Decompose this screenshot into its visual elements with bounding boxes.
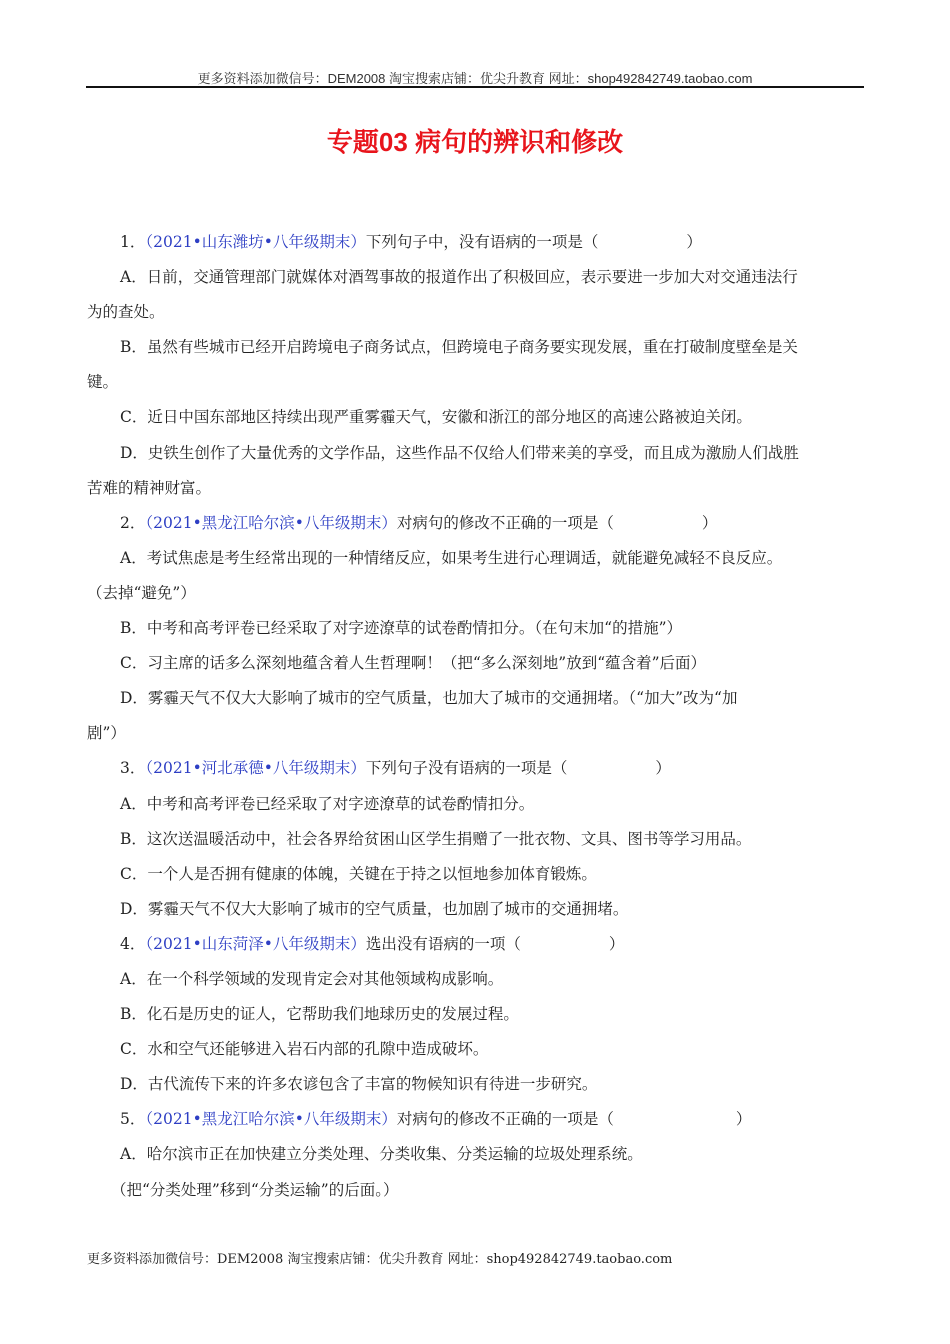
question-4 (87, 927, 857, 1102)
option-line: B．化石是历史的证人，它帮助我们地球历史的发展过程。 (120, 1005, 519, 1024)
option-line: B．这次送温暖活动中，社会各界给贫困山区学生捐赠了一批衣物、文具、图书等学习用品。 (120, 829, 752, 848)
option-line: C．习主席的话多么深刻地蕴含着人生哲理啊！（把“多么深刻地”放到“蕴含着”后面） (120, 654, 707, 673)
question-text: 下列句子没有语病的一项是（ (365, 759, 568, 778)
option-line: 苦难的精神财富。 (87, 478, 212, 497)
question-stem (87, 506, 857, 541)
option-line: A．哈尔滨市正在加快建立分类处理、分类收集、分类运输的垃圾处理系统。 (120, 1145, 643, 1164)
question-number: 5． (120, 1110, 146, 1129)
question-close-paren: ） (735, 1110, 752, 1129)
question-close-paren: ） (608, 934, 625, 953)
question-stem (87, 1102, 857, 1137)
question-close-paren: ） (655, 759, 671, 778)
page-header-text: 更多资料添加微信号：DEM2008 淘宝搜索店铺：优尖升教育 网址：shop492842749.taobao.com (197, 71, 753, 86)
option-line: B．虽然有些城市已经开启跨境电子商务试点，但跨境电子商务要实现发展，重在打破制度壁垒是关 (120, 338, 798, 357)
option-line: D．雾霾天气不仅大大影响了城市的空气质量，也加大了城市的交通拥堵。（“加大”改为“加 (120, 689, 738, 708)
option-line: A．考试焦虑是考生经常出现的一种情绪反应，如果考生进行心理调适，就能避免减轻不良反应。 (120, 548, 783, 567)
option-line: D．雾霾天气不仅大大影响了城市的空气质量，也加剧了城市的交通拥堵。 (120, 899, 629, 918)
question-source: （2021•黑龙江哈尔滨•八年级期末） (145, 1110, 397, 1129)
header-divider (86, 86, 864, 88)
question-source: （2021•黑龙江哈尔滨•八年级期末） (145, 513, 397, 532)
question-text: 对病句的修改不正确的一项是（ (396, 1110, 614, 1129)
option-line: C．一个人是否拥有健康的体魄，关键在于持之以恒地参加体育锻炼。 (120, 864, 597, 883)
option-line: A．在一个科学领域的发现肯定会对其他领域构成影响。 (120, 969, 504, 988)
option-line: C．近日中国东部地区持续出现严重雾霾天气，安徽和浙江的部分地区的高速公路被迫关闭。 (120, 408, 752, 427)
question-5 (87, 1102, 857, 1207)
option-line: A．日前，交通管理部门就媒体对酒驾事故的报道作出了积极回应，表示要进一步加大对交通违法行 (120, 268, 798, 287)
question-source: （2021•山东菏泽•八年级期末） (145, 934, 366, 953)
option-line: （去掉“避免”） (87, 583, 196, 602)
question-2 (87, 506, 857, 752)
question-text: 下列句子中，没有语病的一项是（ (365, 233, 599, 251)
question-number: 1． (120, 233, 146, 251)
question-number: 4． (120, 934, 146, 953)
question-number: 3． (120, 759, 146, 778)
question-text: 选出没有语病的一项（ (365, 934, 521, 953)
question-stem (87, 225, 857, 260)
option-line: A．中考和高考评卷已经采取了对字迹潦草的试卷酌情扣分。 (120, 794, 535, 813)
question-number: 2． (120, 513, 146, 532)
page-title: 专题03 病句的辨识和修改 (326, 127, 624, 157)
question-source: （2021•河北承德•八年级期末） (145, 759, 366, 778)
question-source: （2021•山东潍坊•八年级期末） (145, 233, 366, 251)
option-line: 剧”） (87, 724, 126, 743)
option-line: D．史铁生创作了大量优秀的文学作品，这些作品不仅给人们带来美的享受，而且成为激励人们战胜 (120, 443, 799, 462)
question-3 (87, 751, 857, 926)
question-close-paren: ） (686, 233, 702, 251)
option-line: 为的查处。 (87, 303, 165, 322)
question-close-paren: ） (701, 513, 718, 532)
question-text: 对病句的修改不正确的一项是（ (396, 513, 614, 532)
question-stem (87, 751, 857, 786)
question-list (87, 225, 857, 1208)
option-line: 键。 (87, 373, 119, 392)
question-stem (87, 927, 857, 962)
option-line: C．水和空气还能够进入岩石内部的孔隙中造成破坏。 (120, 1040, 489, 1059)
option-line: （把“分类处理”移到“分类运输”的后面。） (111, 1180, 399, 1199)
page-footer-text: 更多资料添加微信号：DEM2008 淘宝搜索店铺：优尖升教育 网址：shop492842749.taobao.com (87, 1252, 673, 1267)
option-line: B．中考和高考评卷已经采取了对字迹潦草的试卷酌情扣分。（在句末加“的措施”） (120, 619, 682, 638)
question-1 (87, 225, 857, 506)
option-line: D．古代流传下来的许多农谚包含了丰富的物候知识有待进一步研究。 (120, 1075, 598, 1094)
